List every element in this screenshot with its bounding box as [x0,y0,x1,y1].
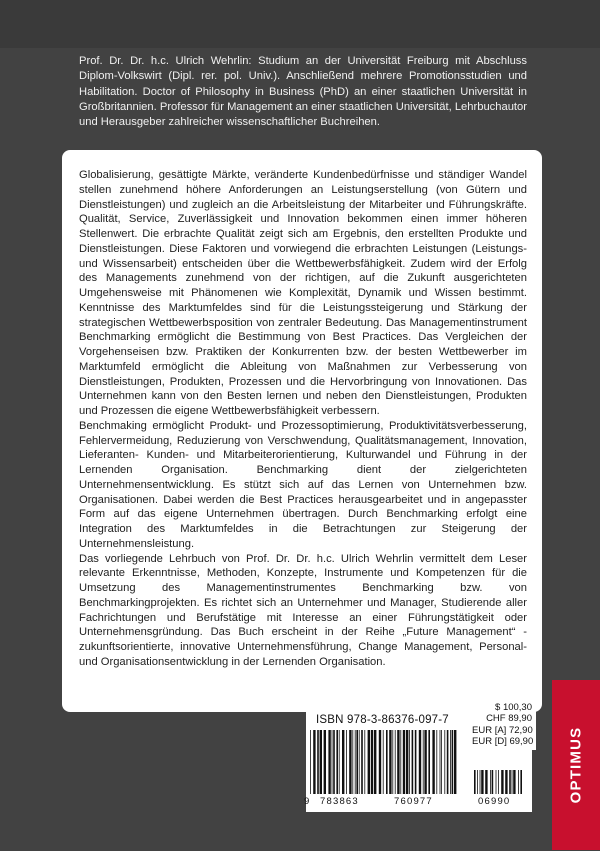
blurb-paragraph-1: Globalisierung, gesättigte Märkte, veränderte Kundenbedürfnisse und ständiger Wandel stellen zunehmend höhere Anforderungen an Leistungserstellung (von Gütern und Dienstleistungen) und zugleich an die Arbeitsleistung der Mitarbeiter und Führungskräfte. Qualität, Service, Zuverlässigkeit und Innovation bekommen einen immer höheren Stellenwert. Die erbrachte Qualität zeigt sich am Ergebnis, den erstellten Produkte und Dienstleistungen. Diese Faktoren und vorwiegend die erbrachten Leistungen (Leistungs- und Wissensarbeit) entscheiden über die Wettbewerbsfähigkeit. Zudem wird der Erfolg des Managements zunehmend von der richtigen, auf die Zukunft ausgerichteten Umgehensweise mit Phänomenen wie Komplexität, Dynamik und Wissen bestimmt. Kenntnisse des Marktumfeldes sind für die Leistungssteigerung und Stärkung der strategischen Wettbewerbsposition von zentraler Bedeutung. Das Managementinstrument Benchmarking ermöglicht die Bestimmung von Best Practices. Das Vergleichen der Vorgehenseisen bzw. Praktiken der Konkurrenten bzw. der besten Wettbewerber im Marktumfeld ermöglicht die Ableitung von Maßnahmen zur Verbesserung von Dienstleistungen, Produkten, Prozessen und die Hervorbringung von Innovationen. Das Unternehmen kann von den Besten lernen und neben den Dienstleistungen, Produkten und Prozessen die eigene Wettbewerbsfähigkeit verbessern. [79,169,527,417]
author-bio: Prof. Dr. Dr. h.c. Ulrich Wehrlin: Studium an der Universität Freiburg mit Abschluss Diplom-Volkswirt (Dipl. rer. pol. Univ.). Anschließend mehrere Promotionsstudien und Habilitation. Doctor of Philosophy in Business (PhD) an einer staatlichen Universität in Großbritannien. Professor für Management an einer staatlichen Universität, Lehrbuchautor und Herausgeber zahlreicher wissenschaftlicher Buchreihen. [79,55,527,129]
price-chf: CHF 89,90 [486,713,532,725]
price-eur-a: EUR [A] 72,90 [472,724,533,736]
blurb-paragraph-2: Benchmaking ermöglicht Produkt- und Prozessoptimierung, Produktivitätsverbesserung, Fehlervermeidung, Reduzierung von Verschwendung, Qualitätsmanagement, Innovation, Lieferanten- Kunden- und Mitarbeiterorientierung, Kulturwandel und Führung in der Lernenden Organisation. Benchmarking dient der zielgerichteten Unternehmensentwicklung. Es stützt sich auf das Lernen von Unternehmen bzw. Organisationen. Dabei werden die Best Practices herausgearbeitet und in angepasster Form auf das eigene Unternehmen übertragen. Durch Benchmarking erfolgt eine Integration des Marktumfeldes in die Betrachtungen zur Steigerung der Unternehmensleistung. [79,419,527,550]
barcode-right-digits: 760977 [394,796,433,807]
price-usd: $ 100,30 [495,702,532,713]
top-bar [0,0,600,48]
blurb-paragraph-3: Das vorliegende Lehrbuch von Prof. Dr. Dr. h.c. Ulrich Wehrlin vermittelt dem Leser relevante Erkenntnisse, Methoden, Konzepte, Instrumente und Kompetenzen für die Umsetzung des Managementinstrumentes Benchmarking bzw. von Benchmarkingprojekten. Es richtet sich an Unternehmer und Manager, Studierende aller Fachrichtungen und Berufstätige mit Interesse an einer Führungstätigkeit oder Unternehmensgründung. Das Buch erscheint in der Reihe „Future Management“ - zukunftsorientierte, innovative Unternehmensführung, Change Management, Personal- und Organisationsentwicklung in der Lernenden Organisation. [79,552,527,668]
publisher-logo: OPTIMUS [567,726,585,804]
barcode-left-digits: 783863 [320,796,359,807]
barcode-addon-digits: 06990 [478,796,511,807]
barcode-lead-digit: 9 [304,796,311,807]
price-list [470,700,536,750]
price-eur-d: EUR [D] 69,90 [472,736,534,748]
barcode-addon-icon [474,770,524,794]
barcode-main-icon [310,730,458,794]
blurb [79,168,527,670]
isbn: ISBN 978-3-86376-097-7 [316,714,449,726]
publisher-tab [552,680,600,850]
